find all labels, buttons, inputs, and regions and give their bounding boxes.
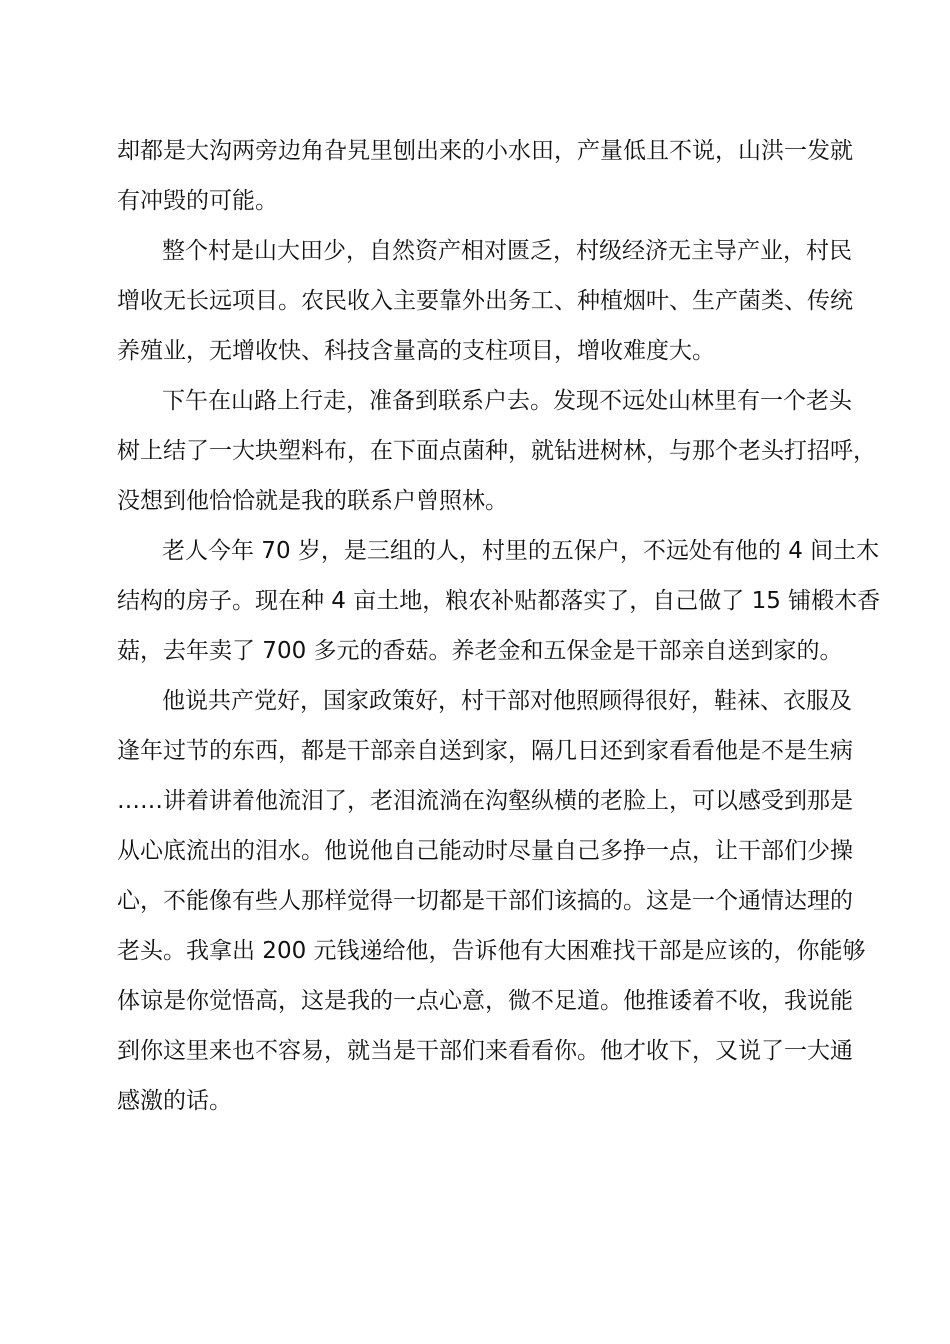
- text-line-8: 没想到他恰恰就是我的联系户曾照林。: [117, 488, 508, 514]
- paragraph-start-line: 老人今年 70 岁，是三组的人，村里的五保户，不远处有他的 4 间土木: [162, 538, 880, 564]
- text-line-14: ……讲着讲着他流泪了，老泪流淌在沟壑纵横的老脸上，可以感受到那是: [117, 788, 853, 814]
- text-line-10: 结构的房子。现在种 4 亩土地，粮农补贴都落实了，自己做了 15 铺椴木香: [117, 588, 881, 614]
- paragraph-start-line: 下午在山路上行走，准备到联系户去。发现不远处山林里有一个老头: [162, 388, 852, 414]
- text-line-2: 有冲毁的可能。: [117, 188, 278, 214]
- text-line-19: 到你这里来也不容易，就当是干部们来看看你。他才收下，又说了一大通: [117, 1038, 853, 1064]
- text-line-4: 增收无长远项目。农民收入主要靠外出务工、种植烟叶、生产菌类、传统: [117, 288, 853, 314]
- text-line-1: 却都是大沟两旁边角旮旯里刨出来的小水田，产量低且不说，山洪一发就: [117, 138, 853, 164]
- paragraph-start-line: 整个村是山大田少，自然资产相对匮乏，村级经济无主导产业，村民: [162, 238, 852, 264]
- text-line-17: 老头。我拿出 200 元钱递给他，告诉他有大困难找干部是应该的，你能够: [117, 938, 866, 964]
- text-line-16: 心，不能像有些人那样觉得一切都是干部们该搞的。这是一个通情达理的: [117, 888, 853, 914]
- text-line-20: 感激的话。: [117, 1088, 232, 1114]
- text-line-11: 菇，去年卖了 700 多元的香菇。养老金和五保金是干部亲自送到家的。: [117, 638, 843, 664]
- text-line-7: 树上结了一大块塑料布，在下面点菌种，就钻进树林，与那个老头打招呼，: [117, 438, 876, 464]
- text-line-5: 养殖业，无增收快、科技含量高的支柱项目，增收难度大。: [117, 338, 715, 364]
- text-line-13: 逢年过节的东西，都是干部亲自送到家，隔几日还到家看看他是不是生病: [117, 738, 853, 764]
- text-line-18: 体谅是你觉悟高，这是我的一点心意，微不足道。他推诿着不收，我说能: [117, 988, 853, 1014]
- text-line-15: 从心底流出的泪水。他说他自己能动时尽量自己多挣一点，让干部们少操: [117, 838, 853, 864]
- paragraph-start-line: 他说共产党好，国家政策好，村干部对他照顾得很好，鞋袜、衣服及: [162, 688, 852, 714]
